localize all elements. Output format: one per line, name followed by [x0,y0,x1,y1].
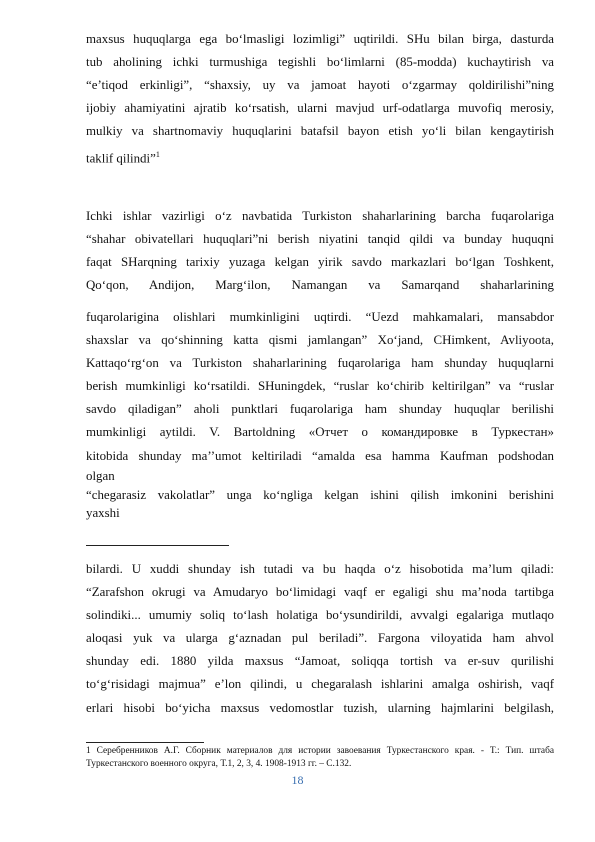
footnote-divider [86,742,204,743]
text-line: mumkinligi aytildi. V. Bartoldning «Отчет о командировке в Туркестан» [86,425,554,440]
text-line: to‘g‘risidagi majmua” e’lon qilindi, u chegaralash ishlarini amalga oshirish, vaqf [86,677,554,692]
text-line: savdo qiladigan” aholi punktlari fuqarolariga ham shunday huquqlar berilishi [86,402,554,417]
text-line: shunday edi. 1880 yilda maxsus “Jamoat, soliqqa tortish va er-suv qurilishi [86,654,554,669]
footnote-reference: 1 [155,150,160,160]
section-divider [86,545,229,546]
text-line: solindiki... umumiy soliq to‘lash holatiga bo‘ysundirildi, avvalgi egalariga mutlaqo [86,608,554,623]
text-line: faqat SHarqning tarixiy yuzaga kelgan yirik savdo markazlari bo‘lgan Toshkent, [86,255,554,270]
text-line: Ichki ishlar vazirligi o‘z navbatida Turkiston shaharlarining barcha fuqarolariga [86,209,554,223]
text-line [86,143,554,170]
text-line: Kattaqo‘rg‘on va Turkiston shaharlarining fuqarolariga ham shunday huquqlarni [86,356,554,371]
paragraph-3 [86,485,554,521]
text-line: “shahar obivatellari huquqlari”ni berish niyatini tanqid qildi va bunday huquqni [86,232,554,247]
text-line: “e’tiqod erkinligi”, “shaxsiy, uy va jamoat hayoti o‘zgarmay qoldirilishi”ning [86,78,554,93]
paragraph-4 [86,558,554,720]
text-line: berish mumkinligi ko‘rsatildi. SHuningdek, “ruslar ko‘chirib keltirilgan” va “ruslar [86,379,554,394]
text-line: yaxshi [86,506,120,520]
footnote-line: Туркестанского военного округа, Т.1, 2, 3, 4. 1908-1913 гг. – С.132. [86,759,352,769]
text-line: “chegarasiz vakolatlar” unga ko‘ngliga kelgan ishini qilish imkonini berishini [86,488,554,502]
text-line: mulkiy va shartnomaviy huquqlarini batafsil bayon etish yo‘li bilan kengaytirish [86,124,554,139]
page-number: 18 [291,773,304,787]
text-line: kitobida shunday ma’’umot keltiriladi “amalda esa hamma Kaufman podshodan [86,448,554,463]
text-line: Qo‘qon, Andijon, Marg‘ilon, Namangan va Samarqand shaharlarining [86,278,554,293]
text-line: olgan [86,468,115,483]
text-line: shaxslar va qo‘shinning katta qismi jamlangan” Xo‘jand, CHimkent, Avliyoota, [86,333,554,348]
text-line: aloqasi yuk va ularga g‘aznadan pul beriladi”. Fargona viloyatida ham ahvol [86,631,554,646]
text-line: tub aholining ichki turmushiga tegishli bo‘limlarni (85-modda) kuchaytirish va [86,55,554,70]
text-line: ijobiy ahamiyatini ajratib ko‘rsatish, ularni mavjud urf-odatlarga muvofiq merosiy, [86,101,554,116]
footnote [86,745,554,771]
text-line: fuqarolarigina olishlari mumkinligini uqtirdi. “Uezd mahkamalari, mansabdor [86,310,554,324]
text-fragment: taklif qilindi” [86,151,156,166]
paragraph-2 [86,205,554,297]
footnote-line: 1 Серебренников А.Г. Сборник материалов для истории завоевания Туркестанского края. - Т.: Тип. штаба [86,746,554,756]
text-line: bilardi. U xuddi shunday ish tutadi va bu haqda o‘z hisobotida ma’lum qiladi: [86,562,554,576]
paragraph-2-continued [86,306,554,484]
paragraph-1 [86,28,554,171]
text-line: maxsus huquqlarga ega bo‘lmasligi lozimligi” uqtirildi. SHu bilan birga, dasturda [86,32,554,46]
text-line: “Zarafshon okrugi va Amudaryo bo‘limidagi vaqf er egaligi shu ma’noda tartibga [86,585,554,600]
text-line: erlari hisobi bo‘yicha maxsus vedomostlar tuzish, ularning hajmlarini belgilash, [86,700,554,715]
